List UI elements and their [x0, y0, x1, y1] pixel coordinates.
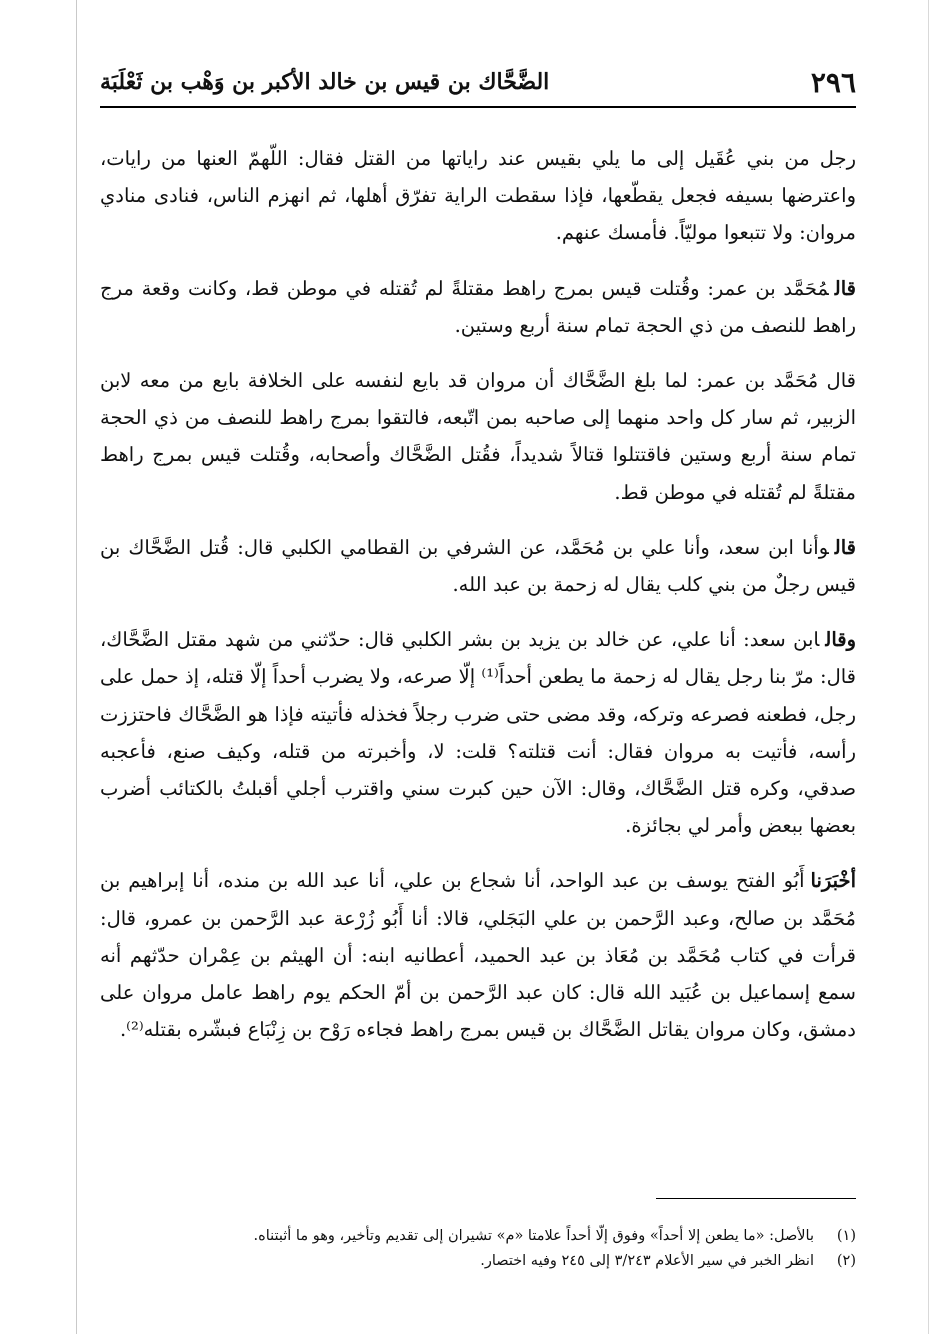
paragraph-3 — [100, 362, 856, 511]
paragraph-1 — [100, 140, 856, 252]
paragraph-text: قال مُحَمَّد بن عمر: لما بلغ الضَّحَّاك أن مروان قد بايع لنفسه على الخلافة بايع من معه لابن الزبير، ثم سار كل واحد منهما إلى صاحبه بمن اتّبعه، فالتقوا بمرج راهط للنصف من ذي الحجة تمام سنة أربع وستين فاقتتلوا قتالاً شديداً، فقُتل الضَّحَّاك وأصحابه، وقُتلت قيس بمرج راهط مقتلةً لم تُقتله في موطن قط. — [100, 369, 856, 504]
paragraph-text: أَبُو الفتح يوسف بن عبد الواحد، أنا شجاع بن علي، أنا عبد الله بن منده، أنا إبراهيم بن مُحَمَّد بن صالح، وعبد الرَّحمن بن علي البَجَلي، قالا: أنا أَبُو زُرْعة عبد الرَّحمن بن عمرو، قال: قرأت في كتاب مُحَمَّد بن مُعَاذ بن عبد الحميد، أعطانيه ابنه: أن الهيثم بن عِمْران حدّثهم أنه سمع إسماعيل بن عُبَيد الله قال: كان عبد الرَّحمن بن أمّ الحكم يوم راهط عامل مروان على دمشق، وكان مروان يقاتل الضَّحَّاك بن قيس بمرج راهط فجاءه رَوْح بن زِنْبَاع فبشّره بقتله⁽²⁾. — [100, 869, 856, 1042]
page-edge-left — [76, 0, 77, 1334]
paragraph-text: مُحَمَّد بن عمر: وقُتلت قيس بمرج راهط مقتلةً لم تُقتله في موطن قط، وكانت وقعة مرج راهط للنصف من ذي الحجة تمام سنة أربع وستين. — [100, 276, 856, 337]
paragraph-lead: قال — [834, 535, 856, 559]
running-title: الضَّحَّاك بن قيس بن خالد الأكبر بن وَهْب بن ثَعْلَبَة — [100, 69, 550, 95]
page-header — [100, 62, 856, 102]
paragraph-text: رجل من بني عُقَيل إلى ما يلي بقيس عند راياتها من القتل فقال: اللّهمّ العنها من رايات، واعترضها بسيفه فجعل يقطّعها، فإذا سقطت الراية تفرّق أهلها، ثم انهزم الناس، فنادى منادي مروان: ولا تتبعوا موليّاً. فأمسك عنهم. — [100, 147, 856, 245]
paragraph-4 — [100, 529, 856, 603]
paragraph-lead: وقال — [825, 628, 856, 652]
paragraph-lead: أخْبَرَنا — [810, 869, 856, 893]
paragraph-6 — [100, 862, 856, 1048]
paragraph-2 — [100, 270, 856, 344]
page-edge-right — [928, 0, 929, 1334]
page-number: ٢٩٦ — [810, 65, 856, 99]
footnotes — [100, 1224, 856, 1274]
footnote-rule — [656, 1198, 856, 1199]
paragraph-text: وأنا ابن سعد، وأنا علي بن مُحَمَّد، عن الشرفي بن القطامي الكلبي قال: قُتل الضَّحَّاك بن قيس رجلٌ من بني كلب يقال له زحمة بن عبد الله. — [100, 535, 856, 597]
paragraph-5 — [100, 621, 856, 844]
footnote-2 — [100, 1249, 856, 1274]
footnote-text: بالأصل: «ما يطعن إلا أحداً» وفوق إلّا أحداً علامتا «م» تشيران إلى تقديم وتأخير، وهو ما أثبتناه. — [253, 1228, 814, 1244]
body-text — [100, 140, 856, 1066]
paragraph-text: ابن سعد: أنا علي، عن خالد بن يزيد بن بشر الكلبي قال: حدّثني من شهد مقتل الضَّحَّاك، قال: مرّ بنا رجل يقال له زحمة ما يطعن أحداً⁽¹⁾ إلّا صرعه، ولا يضرب أحداً إلّا قتله، إذ حمل على رجل، فطعنه فصرعه وتركه، وقد مضى حتى ضرب رجلاً فخذله فأتيته فإذا هو الضَّحَّاك فاحتززت رأسه، فأتيت به مروان فقال: أنت قتلته؟ قلت: لا، وأخبرته من قتله، وكيف صنع، فأعجبه صدقي، وكره قتل الضَّحَّاك، وقال: الآن حين كبرت سني واقترب أجلي أقبلتُ بالكتائب أضرب بعضها ببعض وأمر لي بجائزة. — [100, 628, 856, 838]
footnote-mark: (١) — [836, 1228, 856, 1244]
header-rule — [100, 106, 856, 108]
footnote-1 — [100, 1224, 856, 1249]
footnote-mark: (٢) — [836, 1253, 856, 1269]
footnote-text: انظر الخبر في سير الأعلام ٣/٢٤٣ إلى ٢٤٥ وفيه اختصار. — [480, 1253, 814, 1269]
paragraph-lead: قال — [834, 276, 856, 300]
